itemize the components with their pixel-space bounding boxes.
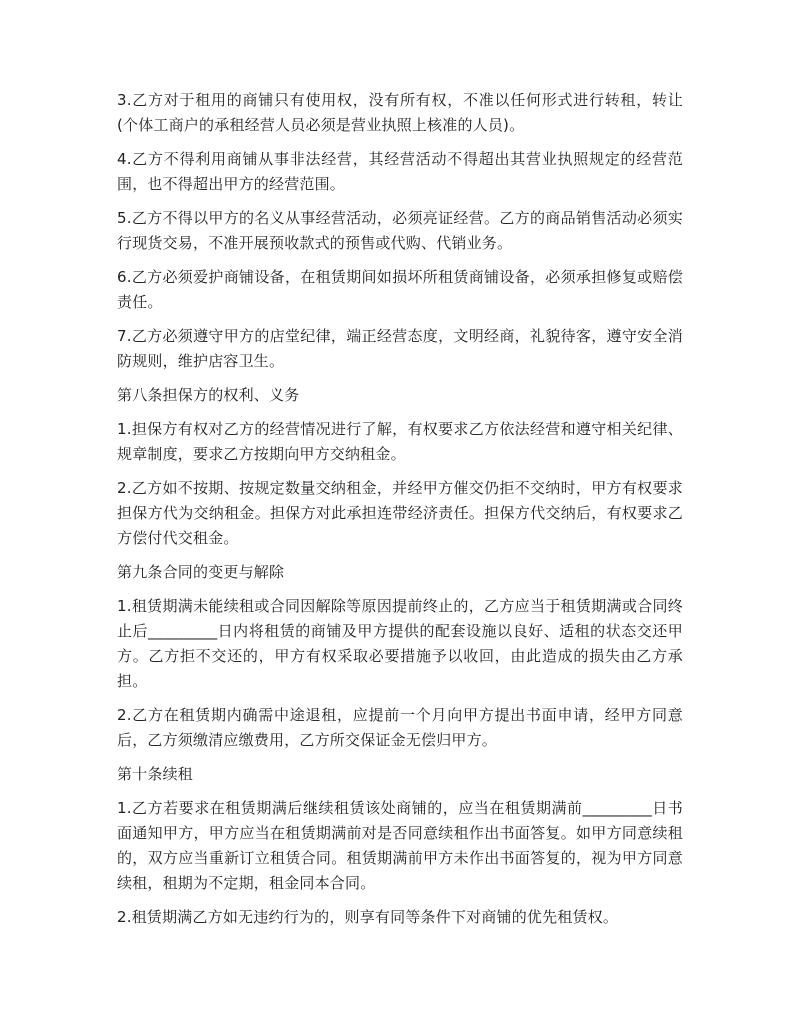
article-8-clause-2: 2.乙方如不按期、按规定数量交纳租金，并经甲方催交仍拒不交纳时，甲方有权要求担保方代为交纳租金。担保方对此承担连带经济责任。担保方代交纳后，有权要求乙方偿付代交租金。 bbox=[117, 479, 683, 547]
clause-4-lawful-business: 4.乙方不得利用商铺从事非法经营，其经营活动不得超出其营业执照规定的经营范围，也不得超出甲方的经营范围。 bbox=[117, 150, 683, 193]
article-9-clause-1: 1.租赁期满未能续租或合同因解除等原因提前终止的，乙方应当于租赁期满或合同终止后_________日内将租赁的商铺及甲方提供的配套设施以良好、适租的状态交还甲方。乙方拒不交还的，甲方有权采取必要措施予以收回，由此造成的损失由乙方承担。 bbox=[117, 597, 683, 690]
clause-5-licensed-business: 5.乙方不得以甲方的名义从事经营活动，必须亮证经营。乙方的商品销售活动必须实行现货交易，不准开展预收款式的预售或代购、代销业务。 bbox=[117, 209, 683, 252]
section-heading-article-8: 第八条担保方的权利、义务 bbox=[117, 386, 300, 404]
clause-7-store-rules: 7.乙方必须遵守甲方的店堂纪律，端正经营态度，文明经商，礼貌待客，遵守安全消防规则，维护店容卫生。 bbox=[117, 327, 683, 370]
article-10-clause-1: 1.乙方若要求在租赁期满后继续租赁该处商铺的，应当在租赁期满前_________日书面通知甲方，甲方应当在租赁期满前对是否同意续租作出书面答复。如甲方同意续租的，双方应当重新订立租赁合同。租赁期满前甲方未作出书面答复的，视为甲方同意续租，租期为不定期，租金同本合同。 bbox=[117, 799, 683, 892]
article-10-clause-2: 2.租赁期满乙方如无违约行为的，则享有同等条件下对商铺的优先租赁权。 bbox=[117, 908, 619, 926]
document-page bbox=[117, 88, 683, 939]
section-heading-article-10: 第十条续租 bbox=[117, 765, 194, 783]
article-9-clause-2: 2.乙方在租赁期内确需中途退租，应提前一个月向甲方提出书面申请，经甲方同意后，乙方须缴清应缴费用，乙方所交保证金无偿归甲方。 bbox=[117, 706, 683, 749]
article-8-clause-1: 1.担保方有权对乙方的经营情况进行了解，有权要求乙方依法经营和遵守相关纪律、规章制度，要求乙方按期向甲方交纳租金。 bbox=[117, 420, 683, 463]
section-heading-article-9: 第九条合同的变更与解除 bbox=[117, 563, 285, 581]
clause-3-sublet: 3.乙方对于租用的商铺只有使用权，没有所有权，不准以任何形式进行转租，转让(个体工商户的承租经营人员必须是营业执照上核准的人员)。 bbox=[117, 91, 683, 134]
clause-6-equipment-care: 6.乙方必须爱护商铺设备，在租赁期间如损坏所租赁商铺设备，必须承担修复或赔偿责任。 bbox=[117, 268, 683, 311]
